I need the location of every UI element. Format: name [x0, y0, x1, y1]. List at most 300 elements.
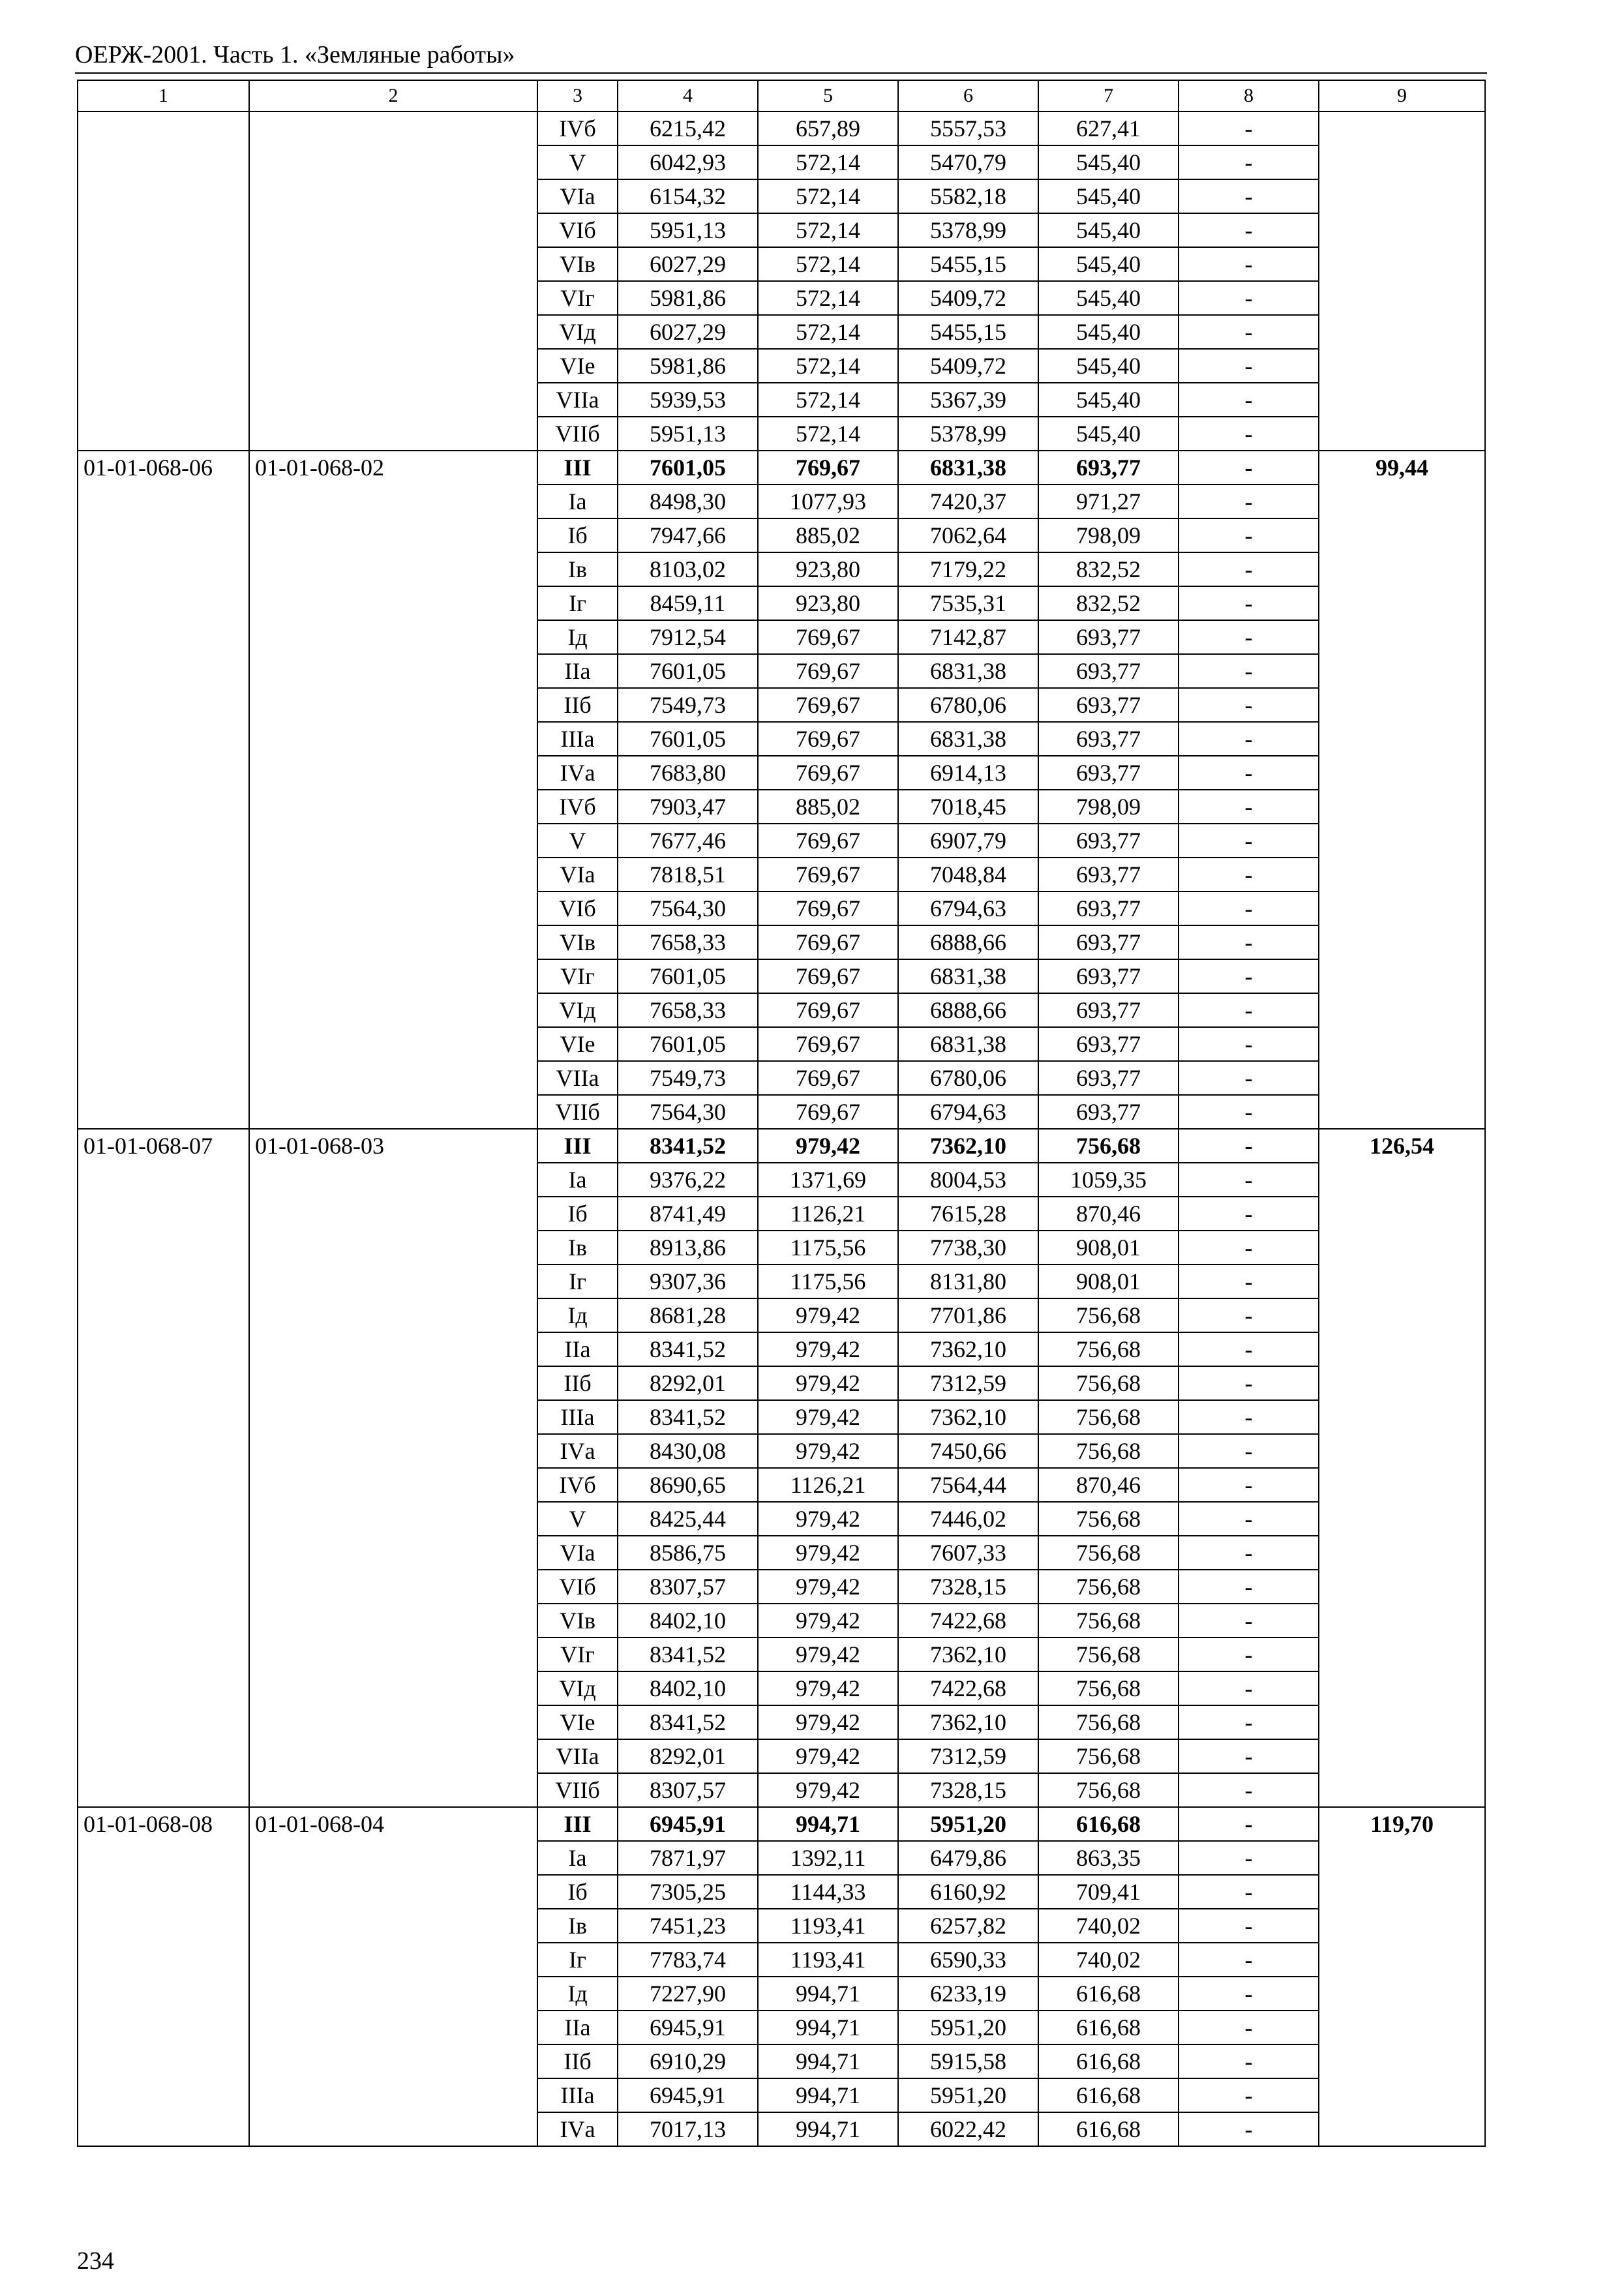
- value-cell: 545,40: [1038, 315, 1179, 349]
- column-number: 7: [1038, 80, 1179, 112]
- value-cell: 545,40: [1038, 145, 1179, 179]
- value-cell: 693,77: [1038, 959, 1179, 993]
- soil-group-cell: VIд: [537, 315, 618, 349]
- value-cell: 994,71: [758, 1977, 898, 2011]
- value-cell: 1144,33: [758, 1875, 898, 1909]
- value-cell: 8402,10: [618, 1604, 758, 1638]
- value-cell: 5378,99: [898, 417, 1038, 451]
- value-cell: 7549,73: [618, 1061, 758, 1095]
- value-cell: 545,40: [1038, 349, 1179, 383]
- dash-cell: -: [1179, 1705, 1319, 1739]
- value-cell: 7362,10: [898, 1705, 1038, 1739]
- soil-group-cell: VIе: [537, 349, 618, 383]
- value-cell: 8690,65: [618, 1468, 758, 1502]
- value-cell: 1371,69: [758, 1163, 898, 1197]
- value-cell: 979,42: [758, 1773, 898, 1807]
- value-cell: 8131,80: [898, 1264, 1038, 1298]
- soil-group-cell: VIд: [537, 1671, 618, 1705]
- dash-cell: -: [1179, 1197, 1319, 1231]
- value-cell: 756,68: [1038, 1671, 1179, 1705]
- value-cell: 885,02: [758, 518, 898, 552]
- value-cell: 8402,10: [618, 1671, 758, 1705]
- value-cell: 979,42: [758, 1705, 898, 1739]
- dash-cell: -: [1179, 1468, 1319, 1502]
- dash-cell: -: [1179, 281, 1319, 315]
- soil-group-cell: IIIа: [537, 1400, 618, 1434]
- value-cell: 979,42: [758, 1739, 898, 1773]
- dash-cell: -: [1179, 722, 1319, 756]
- soil-group-cell: VIIб: [537, 1773, 618, 1807]
- value-cell: 1193,41: [758, 1943, 898, 1977]
- soil-group-cell: VIе: [537, 1027, 618, 1061]
- value-cell: 7677,46: [618, 824, 758, 858]
- soil-group-cell: VIIа: [537, 383, 618, 417]
- value-cell: 769,67: [758, 1027, 898, 1061]
- value-cell: 798,09: [1038, 518, 1179, 552]
- soil-group-cell: VIа: [537, 858, 618, 891]
- value-cell: 572,14: [758, 417, 898, 451]
- value-cell: 1392,11: [758, 1841, 898, 1875]
- value-cell: 8103,02: [618, 552, 758, 586]
- dash-cell: -: [1179, 1739, 1319, 1773]
- dash-cell: -: [1179, 2078, 1319, 2112]
- value-cell: 923,80: [758, 586, 898, 620]
- value-cell: 6831,38: [898, 451, 1038, 485]
- value-cell: 7607,33: [898, 1536, 1038, 1570]
- soil-group-cell: Iг: [537, 1943, 618, 1977]
- value-cell: 693,77: [1038, 756, 1179, 790]
- value-cell: 616,68: [1038, 2044, 1179, 2078]
- value-cell: 1193,41: [758, 1909, 898, 1943]
- value-cell: 7179,22: [898, 552, 1038, 586]
- value-cell: 8425,44: [618, 1502, 758, 1536]
- soil-group-cell: V: [537, 145, 618, 179]
- value-cell: 7142,87: [898, 620, 1038, 654]
- dash-cell: -: [1179, 1943, 1319, 1977]
- soil-group-cell: Iб: [537, 1875, 618, 1909]
- value-cell: 5557,53: [898, 112, 1038, 145]
- base-code-cell: 01-01-068-02: [249, 451, 537, 1129]
- value-cell: 798,09: [1038, 790, 1179, 824]
- value-cell: 994,71: [758, 2078, 898, 2112]
- value-cell: 979,42: [758, 1332, 898, 1366]
- dash-cell: -: [1179, 756, 1319, 790]
- soil-group-cell: IIб: [537, 2044, 618, 2078]
- dash-cell: -: [1179, 552, 1319, 586]
- value-cell: 979,42: [758, 1536, 898, 1570]
- value-cell: 6154,32: [618, 179, 758, 213]
- dash-cell: -: [1179, 2112, 1319, 2146]
- value-cell: 769,67: [758, 756, 898, 790]
- value-cell: 8681,28: [618, 1298, 758, 1332]
- value-cell: 572,14: [758, 383, 898, 417]
- value-cell: 8307,57: [618, 1570, 758, 1604]
- value-cell: 6233,19: [898, 1977, 1038, 2011]
- value-cell: 756,68: [1038, 1604, 1179, 1638]
- soil-group-cell: IVа: [537, 1434, 618, 1468]
- value-cell: 756,68: [1038, 1773, 1179, 1807]
- soil-group-cell: VIг: [537, 281, 618, 315]
- value-cell: 7564,44: [898, 1468, 1038, 1502]
- soil-group-cell: IIа: [537, 2011, 618, 2044]
- soil-group-cell: Iа: [537, 1841, 618, 1875]
- base-code-cell: 01-01-068-03: [249, 1129, 537, 1807]
- value-cell: 545,40: [1038, 213, 1179, 247]
- value-cell: 7738,30: [898, 1231, 1038, 1264]
- rate-code-cell: 01-01-068-07: [78, 1129, 249, 1807]
- value-cell: 572,14: [758, 213, 898, 247]
- value-cell: 9307,36: [618, 1264, 758, 1298]
- soil-group-cell: IVа: [537, 2112, 618, 2146]
- value-cell: 693,77: [1038, 688, 1179, 722]
- rates-table: [77, 80, 1486, 2147]
- value-cell: 769,67: [758, 1061, 898, 1095]
- value-cell: 8498,30: [618, 485, 758, 518]
- dash-cell: -: [1179, 1671, 1319, 1705]
- value-cell: 6914,13: [898, 756, 1038, 790]
- value-cell: 5915,58: [898, 2044, 1038, 2078]
- soil-group-cell: VIе: [537, 1705, 618, 1739]
- value-cell: 693,77: [1038, 1061, 1179, 1095]
- value-cell: 756,68: [1038, 1366, 1179, 1400]
- dash-cell: -: [1179, 1773, 1319, 1807]
- soil-group-cell: Iв: [537, 552, 618, 586]
- value-cell: 693,77: [1038, 891, 1179, 925]
- soil-group-cell: VIг: [537, 959, 618, 993]
- value-cell: 693,77: [1038, 1095, 1179, 1129]
- value-cell: 6831,38: [898, 1027, 1038, 1061]
- value-cell: 8341,52: [618, 1332, 758, 1366]
- soil-group-cell: IVб: [537, 112, 618, 145]
- dash-cell: -: [1179, 1366, 1319, 1400]
- value-cell: 6888,66: [898, 993, 1038, 1027]
- table-row: [78, 451, 1485, 485]
- value-cell: 6794,63: [898, 891, 1038, 925]
- value-cell: 769,67: [758, 858, 898, 891]
- value-cell: 693,77: [1038, 993, 1179, 1027]
- dash-cell: -: [1179, 1536, 1319, 1570]
- value-cell: 756,68: [1038, 1536, 1179, 1570]
- value-cell: 572,14: [758, 179, 898, 213]
- value-cell: 6945,91: [618, 1807, 758, 1841]
- value-cell: 1126,21: [758, 1468, 898, 1502]
- value-cell: 7312,59: [898, 1739, 1038, 1773]
- soil-group-cell: VIIа: [537, 1739, 618, 1773]
- value-cell: 7701,86: [898, 1298, 1038, 1332]
- value-cell: 832,52: [1038, 586, 1179, 620]
- dash-cell: -: [1179, 1502, 1319, 1536]
- value-cell: 756,68: [1038, 1638, 1179, 1671]
- soil-group-cell: Iд: [537, 1977, 618, 2011]
- soil-group-cell: VIIб: [537, 1095, 618, 1129]
- value-cell: 6027,29: [618, 315, 758, 349]
- value-cell: 616,68: [1038, 2011, 1179, 2044]
- total-cell: [1319, 1129, 1485, 1807]
- value-cell: 5470,79: [898, 145, 1038, 179]
- dash-cell: -: [1179, 451, 1319, 485]
- value-cell: 6022,42: [898, 2112, 1038, 2146]
- dash-cell: -: [1179, 112, 1319, 145]
- value-cell: 5455,15: [898, 315, 1038, 349]
- value-cell: 740,02: [1038, 1909, 1179, 1943]
- value-cell: 6479,86: [898, 1841, 1038, 1875]
- soil-group-cell: Iа: [537, 1163, 618, 1197]
- total-value: 119,70: [1370, 1811, 1434, 1837]
- value-cell: 979,42: [758, 1570, 898, 1604]
- value-cell: 7048,84: [898, 858, 1038, 891]
- value-cell: 8307,57: [618, 1773, 758, 1807]
- header-divider: [75, 72, 1487, 74]
- value-cell: 5939,53: [618, 383, 758, 417]
- soil-group-cell: Iд: [537, 1298, 618, 1332]
- value-cell: 756,68: [1038, 1400, 1179, 1434]
- value-cell: 7362,10: [898, 1129, 1038, 1163]
- dash-cell: -: [1179, 925, 1319, 959]
- table-row: [78, 1807, 1485, 1841]
- value-cell: 923,80: [758, 552, 898, 586]
- value-cell: 7683,80: [618, 756, 758, 790]
- dash-cell: -: [1179, 1264, 1319, 1298]
- dash-cell: -: [1179, 1841, 1319, 1875]
- value-cell: 6042,93: [618, 145, 758, 179]
- value-cell: 6831,38: [898, 722, 1038, 756]
- value-cell: 6215,42: [618, 112, 758, 145]
- dash-cell: -: [1179, 1977, 1319, 2011]
- value-cell: 6780,06: [898, 1061, 1038, 1095]
- value-cell: 693,77: [1038, 722, 1179, 756]
- value-cell: 756,68: [1038, 1434, 1179, 1468]
- dash-cell: -: [1179, 1875, 1319, 1909]
- value-cell: 7420,37: [898, 485, 1038, 518]
- value-cell: 832,52: [1038, 552, 1179, 586]
- value-cell: 870,46: [1038, 1468, 1179, 1502]
- value-cell: 6945,91: [618, 2011, 758, 2044]
- value-cell: 8292,01: [618, 1366, 758, 1400]
- value-cell: 1126,21: [758, 1197, 898, 1231]
- dash-cell: -: [1179, 959, 1319, 993]
- value-cell: 769,67: [758, 451, 898, 485]
- dash-cell: -: [1179, 1400, 1319, 1434]
- dash-cell: -: [1179, 1061, 1319, 1095]
- value-cell: 627,41: [1038, 112, 1179, 145]
- value-cell: 5367,39: [898, 383, 1038, 417]
- soil-group-cell: VIб: [537, 213, 618, 247]
- value-cell: 769,67: [758, 824, 898, 858]
- value-cell: 5951,13: [618, 213, 758, 247]
- value-cell: 7903,47: [618, 790, 758, 824]
- value-cell: 7328,15: [898, 1570, 1038, 1604]
- soil-group-cell: VIд: [537, 993, 618, 1027]
- soil-group-cell: IIIа: [537, 722, 618, 756]
- dash-cell: -: [1179, 654, 1319, 688]
- value-cell: 693,77: [1038, 620, 1179, 654]
- column-number: 1: [78, 80, 249, 112]
- dash-cell: -: [1179, 1807, 1319, 1841]
- soil-group-cell: Iв: [537, 1909, 618, 1943]
- soil-group-cell: VIIа: [537, 1061, 618, 1095]
- value-cell: 572,14: [758, 349, 898, 383]
- value-cell: 870,46: [1038, 1197, 1179, 1231]
- soil-group-cell: VIIб: [537, 417, 618, 451]
- soil-group-cell: III: [537, 1807, 618, 1841]
- dash-cell: -: [1179, 315, 1319, 349]
- value-cell: 1175,56: [758, 1264, 898, 1298]
- soil-group-cell: VIб: [537, 891, 618, 925]
- total-cell: [1319, 451, 1485, 1129]
- dash-cell: -: [1179, 1332, 1319, 1366]
- value-cell: 616,68: [1038, 2112, 1179, 2146]
- value-cell: 994,71: [758, 2011, 898, 2044]
- column-number: 6: [898, 80, 1038, 112]
- value-cell: 572,14: [758, 315, 898, 349]
- soil-group-cell: V: [537, 1502, 618, 1536]
- value-cell: 7362,10: [898, 1332, 1038, 1366]
- soil-group-cell: VIв: [537, 247, 618, 281]
- value-cell: 6794,63: [898, 1095, 1038, 1129]
- value-cell: 994,71: [758, 2044, 898, 2078]
- column-number-row: [78, 80, 1485, 112]
- value-cell: 756,68: [1038, 1298, 1179, 1332]
- dash-cell: -: [1179, 145, 1319, 179]
- value-cell: 7564,30: [618, 891, 758, 925]
- value-cell: 6831,38: [898, 654, 1038, 688]
- value-cell: 979,42: [758, 1366, 898, 1400]
- value-cell: 908,01: [1038, 1231, 1179, 1264]
- value-cell: 7658,33: [618, 925, 758, 959]
- value-cell: 7422,68: [898, 1604, 1038, 1638]
- value-cell: 5409,72: [898, 349, 1038, 383]
- soil-group-cell: III: [537, 1129, 618, 1163]
- dash-cell: -: [1179, 518, 1319, 552]
- soil-group-cell: Iа: [537, 485, 618, 518]
- column-number: 2: [249, 80, 537, 112]
- value-cell: 769,67: [758, 722, 898, 756]
- value-cell: 616,68: [1038, 1807, 1179, 1841]
- dash-cell: -: [1179, 2011, 1319, 2044]
- soil-group-cell: IIа: [537, 1332, 618, 1366]
- value-cell: 756,68: [1038, 1570, 1179, 1604]
- value-cell: 769,67: [758, 620, 898, 654]
- value-cell: 863,35: [1038, 1841, 1179, 1875]
- value-cell: 7227,90: [618, 1977, 758, 2011]
- dash-cell: -: [1179, 1163, 1319, 1197]
- dash-cell: -: [1179, 586, 1319, 620]
- value-cell: 572,14: [758, 145, 898, 179]
- value-cell: 7601,05: [618, 722, 758, 756]
- value-cell: 7305,25: [618, 1875, 758, 1909]
- value-cell: 7422,68: [898, 1671, 1038, 1705]
- dash-cell: -: [1179, 891, 1319, 925]
- value-cell: 7362,10: [898, 1638, 1038, 1671]
- soil-group-cell: VIв: [537, 925, 618, 959]
- dash-cell: -: [1179, 824, 1319, 858]
- value-cell: 769,67: [758, 993, 898, 1027]
- value-cell: 7017,13: [618, 2112, 758, 2146]
- base-code-cell: [249, 112, 537, 451]
- column-number: 8: [1179, 80, 1319, 112]
- value-cell: 979,42: [758, 1502, 898, 1536]
- value-cell: 979,42: [758, 1298, 898, 1332]
- soil-group-cell: Iб: [537, 518, 618, 552]
- value-cell: 5582,18: [898, 179, 1038, 213]
- value-cell: 769,67: [758, 891, 898, 925]
- value-cell: 693,77: [1038, 925, 1179, 959]
- column-number: 5: [758, 80, 898, 112]
- value-cell: 994,71: [758, 1807, 898, 1841]
- value-cell: 693,77: [1038, 858, 1179, 891]
- value-cell: 769,67: [758, 654, 898, 688]
- value-cell: 8459,11: [618, 586, 758, 620]
- value-cell: 8004,53: [898, 1163, 1038, 1197]
- dash-cell: -: [1179, 2044, 1319, 2078]
- value-cell: 8341,52: [618, 1705, 758, 1739]
- total-value: 99,44: [1376, 455, 1428, 481]
- value-cell: 7549,73: [618, 688, 758, 722]
- value-cell: 6831,38: [898, 959, 1038, 993]
- value-cell: 769,67: [758, 925, 898, 959]
- value-cell: 756,68: [1038, 1129, 1179, 1163]
- value-cell: 1059,35: [1038, 1163, 1179, 1197]
- value-cell: 756,68: [1038, 1705, 1179, 1739]
- value-cell: 7062,64: [898, 518, 1038, 552]
- value-cell: 545,40: [1038, 281, 1179, 315]
- value-cell: 756,68: [1038, 1332, 1179, 1366]
- total-cell: [1319, 112, 1485, 451]
- value-cell: 8586,75: [618, 1536, 758, 1570]
- value-cell: 8913,86: [618, 1231, 758, 1264]
- dash-cell: -: [1179, 179, 1319, 213]
- value-cell: 572,14: [758, 281, 898, 315]
- soil-group-cell: VIа: [537, 1536, 618, 1570]
- value-cell: 994,71: [758, 2112, 898, 2146]
- dash-cell: -: [1179, 790, 1319, 824]
- value-cell: 740,02: [1038, 1943, 1179, 1977]
- value-cell: 5951,20: [898, 1807, 1038, 1841]
- value-cell: 7451,23: [618, 1909, 758, 1943]
- dash-cell: -: [1179, 1231, 1319, 1264]
- soil-group-cell: VIб: [537, 1570, 618, 1604]
- value-cell: 616,68: [1038, 1977, 1179, 2011]
- soil-group-cell: IVб: [537, 1468, 618, 1502]
- dash-cell: -: [1179, 1027, 1319, 1061]
- value-cell: 7818,51: [618, 858, 758, 891]
- value-cell: 756,68: [1038, 1502, 1179, 1536]
- dash-cell: -: [1179, 1570, 1319, 1604]
- dash-cell: -: [1179, 247, 1319, 281]
- column-number: 3: [537, 80, 618, 112]
- value-cell: 769,67: [758, 1095, 898, 1129]
- value-cell: 7312,59: [898, 1366, 1038, 1400]
- column-number: 9: [1319, 80, 1485, 112]
- value-cell: 979,42: [758, 1638, 898, 1671]
- dash-cell: -: [1179, 993, 1319, 1027]
- value-cell: 7601,05: [618, 959, 758, 993]
- soil-group-cell: Iб: [537, 1197, 618, 1231]
- value-cell: 545,40: [1038, 247, 1179, 281]
- value-cell: 5981,86: [618, 281, 758, 315]
- soil-group-cell: Iв: [537, 1231, 618, 1264]
- dash-cell: -: [1179, 213, 1319, 247]
- value-cell: 616,68: [1038, 2078, 1179, 2112]
- soil-group-cell: V: [537, 824, 618, 858]
- rate-code-cell: 01-01-068-06: [78, 451, 249, 1129]
- rate-code-cell: [78, 112, 249, 451]
- value-cell: 7601,05: [618, 1027, 758, 1061]
- dash-cell: -: [1179, 417, 1319, 451]
- value-cell: 1175,56: [758, 1231, 898, 1264]
- value-cell: 979,42: [758, 1129, 898, 1163]
- value-cell: 657,89: [758, 112, 898, 145]
